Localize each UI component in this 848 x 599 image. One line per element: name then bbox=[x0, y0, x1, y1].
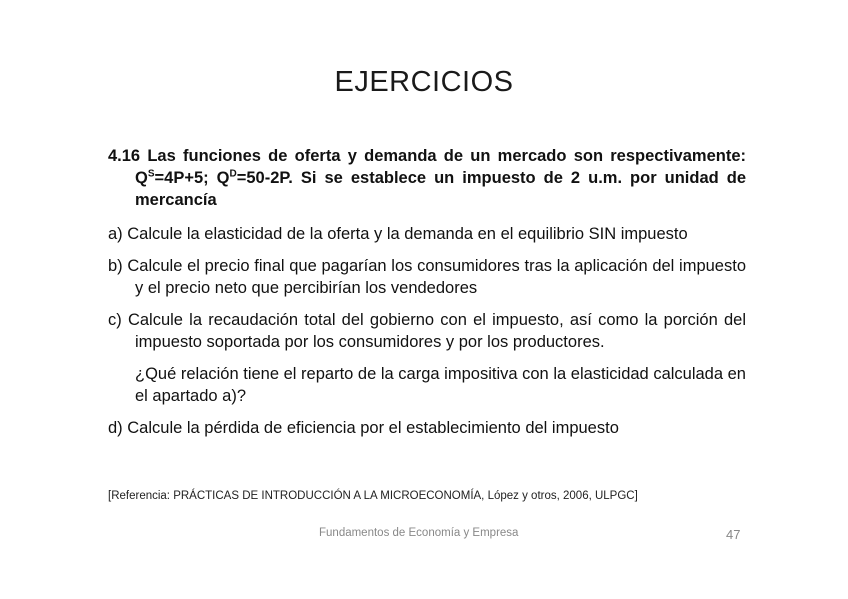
exercise-content bbox=[108, 145, 746, 449]
item-c-question: ¿Qué relación tiene el reparto de la carga impositiva con la elasticidad calculada en el apartado a)? bbox=[135, 365, 746, 405]
item-b: b) Calcule el precio final que pagarían los consumidores tras la aplicación del impuesto y el precio neto que percibirían los vendedores bbox=[108, 257, 746, 297]
item-c: c) Calcule la recaudación total del gobierno con el impuesto, así como la porción del impuesto soportada por los consumidores y por los productores. bbox=[108, 311, 746, 351]
problem-text-1: 4.16 Las funciones de oferta y demanda de un mercado son respectivamente: Q bbox=[108, 147, 746, 187]
problem-text-2: =4P+5; Q bbox=[154, 169, 230, 187]
item-a: a) Calcule la elasticidad de la oferta y la demanda en el equilibrio SIN impuesto bbox=[108, 225, 688, 243]
reference-note: [Referencia: PRÁCTICAS DE INTRODUCCIÓN A LA MICROECONOMÍA, López y otros, 2006, ULPGC] bbox=[108, 490, 638, 502]
problem-text-3: =50-2P. Si se establece un impuesto de 2 u.m. por unidad de mercancía bbox=[135, 169, 746, 209]
slide-title: EJERCICIOS bbox=[334, 66, 514, 98]
problem-statement bbox=[108, 145, 746, 211]
demand-superscript: D bbox=[229, 168, 237, 180]
page-number: 47 bbox=[726, 527, 741, 542]
supply-superscript: S bbox=[147, 168, 155, 180]
item-d: d) Calcule la pérdida de eficiencia por el establecimiento del impuesto bbox=[108, 419, 619, 437]
footer-text: Fundamentos de Economía y Empresa bbox=[319, 527, 519, 539]
